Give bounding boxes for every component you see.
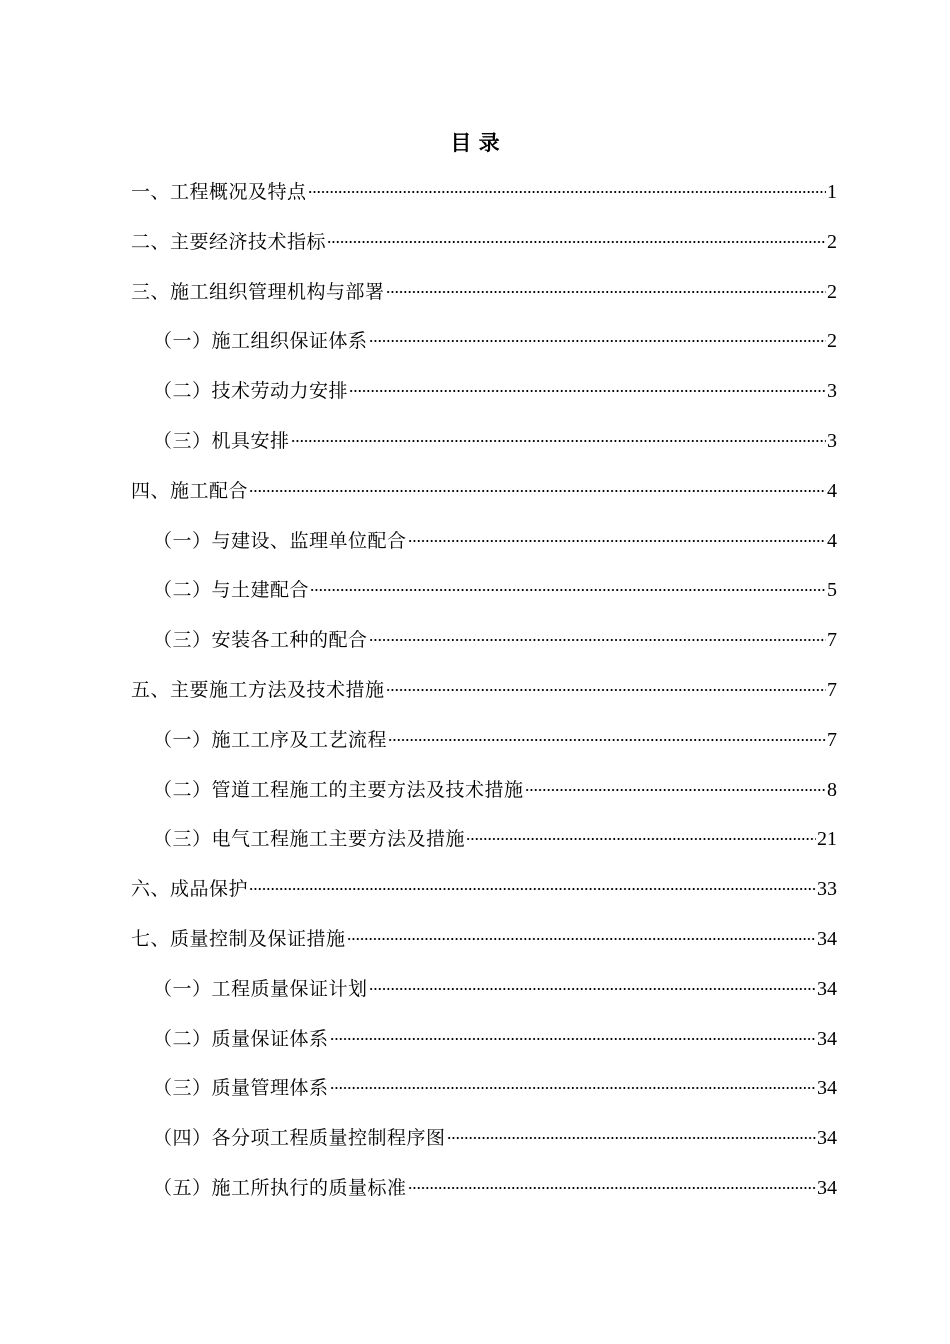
- toc-entry-text: 一、工程概况及特点: [131, 181, 307, 203]
- toc-entry[interactable]: [131, 475, 837, 525]
- toc-dot-leader: [408, 540, 826, 542]
- toc-entry[interactable]: [131, 226, 837, 276]
- toc-entry[interactable]: [131, 823, 837, 873]
- toc-entry-text: （一）工程质量保证计划: [153, 977, 368, 1000]
- toc-entry-text: （三）质量管理体系: [153, 1077, 329, 1100]
- toc-entry-text: （二）技术劳动力安排: [153, 380, 349, 403]
- toc-page-number: 7: [827, 728, 837, 751]
- toc-entry[interactable]: [131, 574, 837, 624]
- toc-entry[interactable]: [131, 973, 837, 1023]
- toc-entry[interactable]: [131, 276, 837, 326]
- toc-entry[interactable]: [131, 425, 837, 475]
- toc-page-number: 3: [827, 380, 837, 403]
- toc-entry[interactable]: [131, 624, 837, 674]
- toc-page-number: 34: [817, 1176, 837, 1199]
- toc-dot-leader: [249, 490, 826, 492]
- toc-entry[interactable]: [131, 1072, 837, 1122]
- toc-entry-text: （二）质量保证体系: [153, 1027, 329, 1050]
- toc-dot-leader: [310, 589, 826, 591]
- toc-dot-leader: [369, 340, 826, 342]
- toc-page-number: 34: [817, 927, 837, 950]
- toc-page-number: 7: [827, 629, 837, 652]
- toc-entry-text: （三）机具安排: [153, 429, 290, 452]
- toc-dot-leader: [525, 789, 826, 791]
- toc-dot-leader: [369, 639, 826, 641]
- toc-dot-leader: [386, 689, 826, 691]
- toc-entry-text: （一）与建设、监理单位配合: [153, 529, 407, 552]
- toc-entry[interactable]: [131, 1172, 837, 1222]
- toc-dot-leader: [386, 291, 826, 293]
- toc-entry-text: （三）安装各工种的配合: [153, 629, 368, 652]
- toc-dot-leader: [388, 739, 826, 741]
- toc-entry[interactable]: [131, 724, 837, 774]
- toc-entry-text: （四）各分项工程质量控制程序图: [153, 1127, 446, 1150]
- toc-page-number: 4: [827, 529, 837, 552]
- toc-entry-text: （三）电气工程施工主要方法及措施: [153, 828, 466, 851]
- toc-entry[interactable]: [131, 774, 837, 824]
- toc-entry-text: （一）施工组织保证体系: [153, 330, 368, 353]
- toc-page-number: 33: [817, 878, 837, 901]
- toc-dot-leader: [330, 1038, 816, 1040]
- toc-page-number: 3: [827, 429, 837, 452]
- toc-page-number: 2: [827, 230, 837, 253]
- toc-entry[interactable]: [131, 176, 837, 226]
- toc-entry-text: （二）管道工程施工的主要方法及技术措施: [153, 778, 524, 801]
- toc-dot-leader: [249, 888, 816, 890]
- toc-page-number: 5: [827, 579, 837, 602]
- toc-page-number: 8: [827, 778, 837, 801]
- toc-dot-leader: [447, 1137, 816, 1139]
- toc-entry-text: 四、施工配合: [131, 479, 249, 502]
- toc-page-number: 34: [817, 1027, 837, 1050]
- toc-page-number: 34: [817, 1127, 837, 1150]
- toc-entry[interactable]: [131, 1122, 837, 1172]
- toc-entry[interactable]: [131, 325, 837, 375]
- toc-dot-leader: [408, 1187, 816, 1189]
- toc-page-number: 2: [827, 280, 837, 303]
- toc-dot-leader: [347, 938, 816, 940]
- toc-dot-leader: [466, 838, 816, 840]
- toc-page-number: 2: [827, 330, 837, 353]
- toc-entry-text: 二、主要经济技术指标: [131, 230, 327, 253]
- toc-entry[interactable]: [131, 375, 837, 425]
- toc-entry-text: 六、成品保护: [131, 878, 249, 901]
- toc-title: 目 录: [450, 130, 500, 155]
- toc-entry[interactable]: [131, 1023, 837, 1073]
- toc-page-number: 34: [817, 977, 837, 1000]
- toc-entry[interactable]: [131, 873, 837, 923]
- toc-page-number: 7: [827, 678, 837, 701]
- toc-page-number: 1: [827, 181, 837, 203]
- toc-dot-leader: [330, 1087, 816, 1089]
- toc-page-number: 34: [817, 1077, 837, 1100]
- toc-page-number: 4: [827, 479, 837, 502]
- toc-dot-leader: [291, 440, 826, 442]
- toc-entry[interactable]: [131, 923, 837, 973]
- toc-entry-text: （一）施工工序及工艺流程: [153, 728, 388, 751]
- toc-dot-leader: [308, 191, 826, 193]
- toc-entry-text: （五）施工所执行的质量标准: [153, 1176, 407, 1199]
- toc-entry[interactable]: [131, 674, 837, 724]
- toc-entry[interactable]: [131, 525, 837, 575]
- toc-dot-leader: [349, 390, 826, 392]
- toc-list: [131, 176, 837, 1222]
- toc-dot-leader: [369, 988, 816, 990]
- toc-entry-text: （二）与土建配合: [153, 579, 310, 602]
- toc-entry-text: 七、质量控制及保证措施: [131, 927, 346, 950]
- toc-entry-text: 三、施工组织管理机构与部署: [131, 280, 385, 303]
- toc-page-number: 21: [817, 828, 837, 851]
- toc-entry-text: 五、主要施工方法及技术措施: [131, 678, 385, 701]
- toc-dot-leader: [327, 241, 826, 243]
